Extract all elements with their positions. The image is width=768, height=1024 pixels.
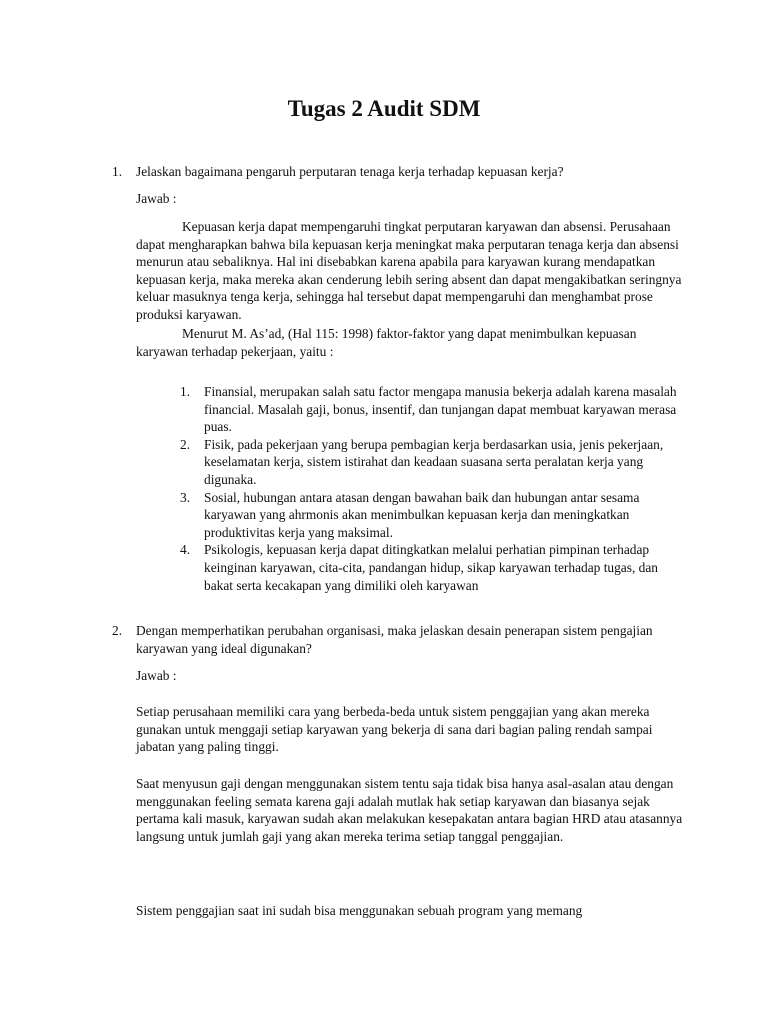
answer-paragraph: Setiap perusahaan memiliki cara yang berbeda-beda untuk sistem penggajian yang akan mereka gunakan untuk menggaji setiap karyawan yang bekerja di sana dari bagian paling rendah sampai jabatan yang paling tinggi. [136,704,653,755]
list-item-number: 3. [180,489,191,505]
list-item-number: 4. [180,542,191,558]
answer-paragraph: Saat menyusun gaji dengan menggunakan sistem tentu saja tidak bisa hanya asal-asalan atau dengan menggunakan feeling semata karena gaji adalah mutlak hak setiap karyawan dan biasanya sejak pertama kali masuk, karyawan sudah akan melakukan kesepakatan antara bagian HRD atau atasannya langsung untuk jumlah gaji yang akan mereka terima setiap tanggal penggajian. [136,776,683,844]
list-item-number: 2. [180,436,191,452]
answer-paragraph: Menurut M. As’ad, (Hal 115: 1998) faktor-faktor yang dapat menimbulkan kepuasan karyawan terhadap pekerjaan, yaitu : [136,326,637,359]
document-title: Tugas 2 Audit SDM [287,96,481,121]
list-item [180,436,684,489]
question-number: 2. [112,623,123,638]
list-item [180,489,684,542]
question-number: 1. [112,164,123,179]
question-text: Jelaskan bagaimana pengaruh perputaran tenaga kerja terhadap kepuasan kerja? [136,164,564,179]
list-item [180,541,684,594]
answer-label: Jawab : [136,191,177,206]
answer-label: Jawab : [136,668,177,683]
list-item-number: 1. [180,384,191,399]
question-text: Dengan memperhatikan perubahan organisasi, maka jelaskan desain penerapan sistem pengajian karyawan yang ideal digunakan? [136,623,653,656]
list-item-text: Finansial, merupakan salah satu factor mengapa manusia bekerja adalah karena masalah financial. Masalah gaji, bonus, insentif, dan tunjangan dapat membuat karyawan merasa puas. [204,384,677,435]
list-item-text: Fisik, pada pekerjaan yang berupa pembagian kerja berdasarkan usia, jenis pekerjaan, keselamatan kerja, sistem istirahat dan keadaan suasana serta peralatan kerja yang digunaka. [204,436,664,487]
factor-list [180,383,684,594]
list-item-text: Sosial, hubungan antara atasan dengan bawahan baik dan hubungan antar sesama karyawan yang ahrmonis akan menimbulkan kepuasan kerja dan meningkatkan produktivitas kerja yang maksimal. [204,489,640,540]
list-item-text: Psikologis, kepuasan kerja dapat ditingkatkan melalui perhatian pimpinan terhadap keinginan karyawan, cita-cita, pandangan hidup, sikap karyawan terhadap tugas, dan bakat serta kecakapan yang dimiliki oleh karyawan [204,542,658,593]
question-2 [112,622,682,657]
answer-paragraph: Kepuasan kerja dapat mempengaruhi tingkat perputaran karyawan dan absensi. Perusahaan dapat mengharapkan bahwa bila kepuasan kerja meningkat maka perputaran tenaga kerja dan absensi menurun atau sebaliknya. Hal ini disebabkan karena apabila para karyawan kurang mendapatkan kepuasan kerja, maka mereka akan cenderung lebih sering absent dan dapat mengakibatkan seringnya keluar masuknya tenga kerja, sehingga hal tersebut dapat mempengaruhi dan menghambat prose produksi karyawan. [136,219,682,322]
question-1 [112,163,682,181]
list-item [180,383,684,436]
answer-paragraph: Sistem penggajian saat ini sudah bisa menggunakan sebuah program yang memang [136,903,583,918]
